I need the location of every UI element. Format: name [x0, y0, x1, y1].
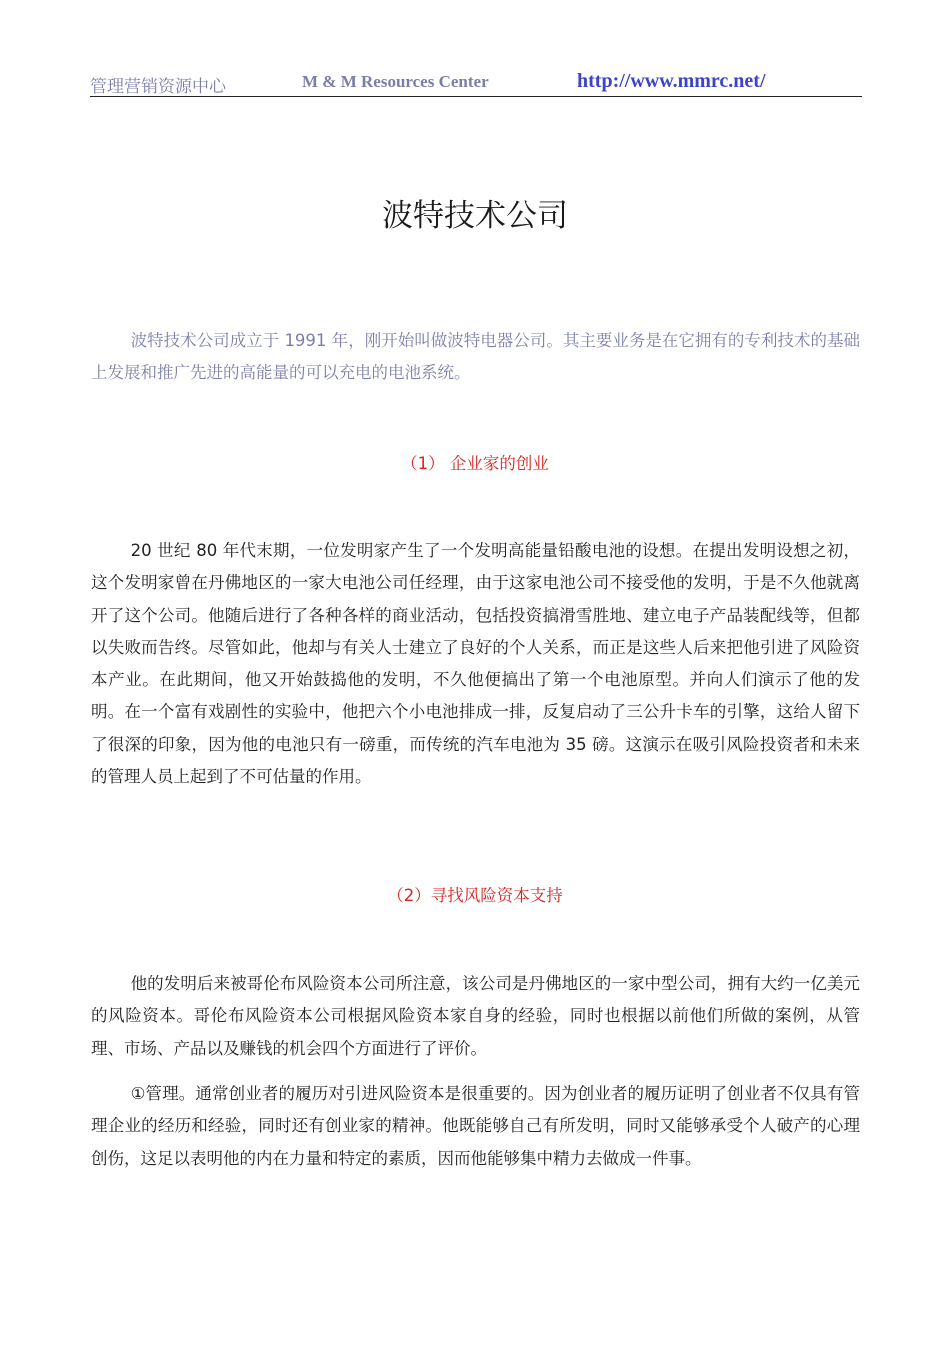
body-paragraph: 他的发明后来被哥伦布风险资本公司所注意，该公司是丹佛地区的一家中型公司，拥有大约一亿美元的风险资本。哥伦布风险资本公司根据风险资本家自身的经验，同时也根据以前他们所做的案例，从管理、市场、产品以及赚钱的机会四个方面进行了评价。 [91, 974, 860, 1058]
header-url-link[interactable]: http://www.mmrc.net/ [577, 70, 766, 92]
header-org-english: M & M Resources Center [302, 72, 489, 91]
document-title: 波特技术公司 [382, 198, 568, 234]
section-heading-entrepreneur: （1） 企业家的创业 [401, 454, 549, 473]
body-paragraph: ①管理。通常创业者的履历对引进风险资本是很重要的。因为创业者的履历证明了创业者不仅具有管理企业的经历和经验，同时还有创业家的精神。他既能够自己有所发明，同时又能够承受个人破产的心理创伤，这足以表明他的内在力量和特定的素质，因而他能够集中精力去做成一件事。 [91, 1084, 860, 1168]
page-header [90, 70, 862, 97]
section-heading-venture-capital: （2）寻找风险资本支持 [387, 886, 563, 905]
intro-paragraph: 波特技术公司成立于 1991 年，刚开始叫做波特电器公司。其主要业务是在它拥有的专利技术的基础上发展和推广先进的高能量的可以充电的电池系统。 [91, 331, 860, 383]
header-org-chinese: 管理营销资源中心 [90, 77, 226, 97]
body-paragraph: 20 世纪 80 年代末期，一位发明家产生了一个发明高能量铅酸电池的设想。在提出发明设想之初，这个发明家曾在丹佛地区的一家大电池公司任经理，由于这家电池公司不接受他的发明，于是不久他就离开了这个公司。他随后进行了各种各样的商业活动，包括投资搞滑雪胜地、建立电子产品装配线等，但都以失败而告终。尽管如此，他却与有关人士建立了良好的个人关系，而正是这些人后来把他引进了风险资本产业。在此期间，他又开始鼓捣他的发明，不久他便搞出了第一个电池原型。并向人们演示了他的发明。在一个富有戏剧性的实验中，他把六个小电池排成一排，反复启动了三公升卡车的引擎，这给人留下了很深的印象，因为他的电池只有一磅重，而传统的汽车电池为 35 磅。这演示在吸引风险投资者和未来的管理人员上起到了不可估量的作用。 [91, 541, 860, 787]
